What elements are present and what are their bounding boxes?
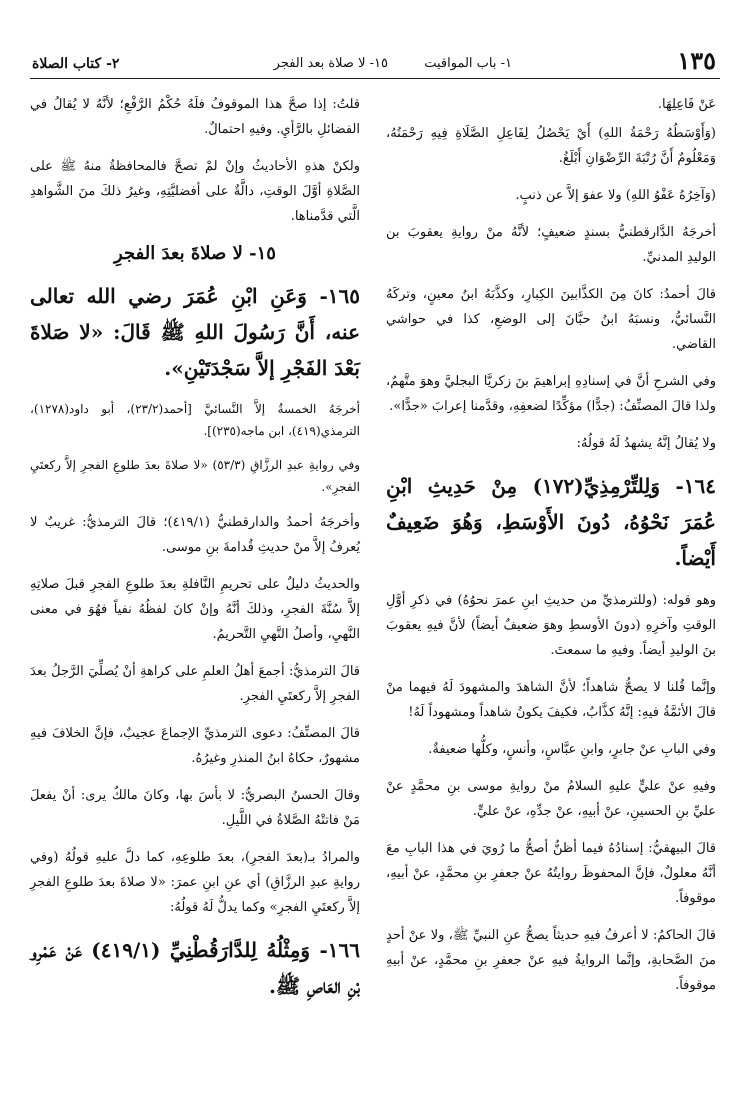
paragraph: وفيهِ عنْ عليٍّ عليهِ السلامُ منْ روايةِ موسى بنِ محمَّدٍ عنْ عليِّ بنِ الحسينِ، عنْ أبيهِ، عنْ جدِّهِ، عنْ عليٍّ.: [386, 779, 716, 819]
chapter-title: ١- باب المواقيت: [424, 56, 512, 71]
book-title: ٢- كتاب الصلاة: [32, 56, 120, 72]
page-header: [30, 44, 720, 79]
paragraph: وإنَّما قُلنا لا يصحُّ شاهداً؛ لأنَّ الشاهدَ والمشهودَ لَهُ فيهما منْ قالَ الأئمَّةُ فيهِ: إنَّهُ كذَّابٌ، فكيفَ يكونُ شاهداً ومشهوداً لَهُ!: [386, 680, 716, 720]
paragraph: وأخرجَهُ أحمدُ والدارقطنيُّ (٤١٩/١)؛ قالَ الترمذيُّ: غريبٌ لا يُعرفُ إلاَّ منْ حديثِ قُدامةَ بنِ موسى.: [30, 515, 361, 555]
paragraph: ولا يُقالُ إنَّهُ يشهدُ لَهُ قولُهُ:: [576, 436, 716, 451]
paragraph: (وَأَوْسَطُهُ رَحْمَةُ اللهِ) أَيْ يَحْصُلُ لِفَاعِلِ الصَّلَاةِ فِيهِ رَحْمَتُهُ، وَمَعْلُومٌ أَنَّ رُتْبَةَ الرِّضْوَانِ أَبْلَغُ.: [386, 126, 716, 166]
paragraph: قالَ المصنِّفُ: دعوى الترمذيِّ الإجماعَ عجيبٌ، فإنَّ الخلافَ فيهِ مشهورٌ، حكاهُ ابنُ المنذرِ وغيرُهُ.: [30, 726, 360, 766]
paragraph: قالَ البيهقيُّ: إسنادُهُ فيما أظنُّ أصحُّ ما رُويَ في هذا البابِ معَ أنَّهُ معلولٌ، فإنَّ المحفوظَ روايتُهُ عنْ جعفرِ بنِ محمَّدٍ، عنْ أبيهِ، موقوفاً.: [386, 841, 716, 906]
hadith-text: ١٦٥- وَعَنِ ابْنِ عُمَرَ رضي الله تعالى عنه، أَنَّ رَسُولَ اللهِ ﷺ قَالَ: «لا صَلاةَ بَعْدَ الفَجْرِ إلاَّ سَجْدَتَيْنِ».: [30, 284, 360, 380]
paragraph: قالَ الحاكمُ: لا أعرفُ فيهِ حديثاً يصحُّ عنِ النبيِّ ﷺ، ولا عنْ أحدٍ منَ الصَّحابةِ، وإنَّما الروايةُ فيهِ عنْ جعفرِ بنِ محمَّدٍ، عنْ أبيهِ موقوفاً.: [386, 928, 716, 993]
paragraph: وقالَ الحسنُ البصريُّ: لا بأسَ بها، وكانَ مالكٌ يرى: أنْ يفعلَ مَنْ فاتتْهُ الصَّلاةُ في اللَّيلِ.: [30, 788, 360, 828]
hadith-text: ١٦٦- وَمِثْلُهُ لِلدَّارَقُطْنِيِّ (٤١٩/١) عَنْ عَمْرِو بْنِ العَاصِ ﷺ.: [30, 938, 360, 998]
footnote-text: أخرجَهُ الخمسةُ إلاَّ النَّسائيَّ [أحمد(٢٣/٢)، أبو داود(١٢٧٨)، الترمذي(٤١٩)، ابن ماجه(٢٣٥)].: [30, 402, 360, 438]
page-number: ١٣٥: [677, 46, 716, 75]
paragraph: وهو قوله: (وللترمذيِّ من حديثِ ابنِ عمرَ نحوُهُ) في ذكرِ أوَّلِ الوقتِ وآخرِهِ (دونَ الأوسطِ وهوَ ضعيفٌ أيضاً) لأنَّ فيهِ يعقوبَ بنَ الوليدِ أيضاً. وفيهِ ما سمعتَ.: [386, 593, 716, 658]
paragraph: قلتُ: إذا صحَّ هذا الموقوفُ فلَهُ حُكْمُ الرَّفْعِ؛ لأنَّهُ لا يُقالُ في الفضائلِ بالرَّأيِ. وفيهِ احتمالٌ.: [30, 97, 360, 137]
paragraph: والمرادُ بـ(بعدَ الفجرِ)، بعدَ طلوعِهِ، كما دلَّ عليهِ قولُهُ (وفي روايةِ عبدِ الرزَّاقِ) أي عنِ ابنِ عمرَ: «لا صلاةَ بعدَ طلوعِ الفجرِ إلاَّ ركعتَيِ الفجرِ» وكما يدلُّ لَهُ قولُهُ:: [30, 850, 360, 915]
section-title-header: ١٥- لا صلاة بعد الفجر: [273, 56, 388, 71]
left-column: [30, 92, 360, 1016]
paragraph: (وَآخِرُهُ عَفْوُ اللهِ) ولا عفوَ إلاَّ عن ذنبٍ.: [515, 188, 716, 203]
footnote-text: وفي روايةِ عبدِ الرزَّاقِ (٥٣/٣) «لا صلاةَ بعدَ طلوعِ الفجرِ إلاَّ ركعتَيِ الفجرِ».: [30, 458, 360, 494]
paragraph: والحديثُ دليلٌ على تحريمِ النَّافلةِ بعدَ طلوعِ الفجرِ قبلَ صلاتِهِ إلاَّ سُنَّةَ الفجرِ، وذلكَ أنَّهُ وإنْ كانَ لفظُهُ نفياً فهُوَ في معنى النَّهيِ، وأصلُ النَّهيِ التَّحريمُ.: [30, 577, 360, 642]
paragraph: قالَ الترمذيُّ: أجمعَ أهلُ العلمِ على كراهةِ أنْ يُصلِّيَ الرَّجلُ بعدَ الفجرِ إلاَّ ركعتَيِ الفجرِ.: [30, 664, 360, 704]
right-column: [386, 92, 716, 1010]
paragraph: وفي البابِ عنْ جابرٍ، وابنِ عبَّاسٍ، وأنسٍ، وكلُّها ضعيفةٌ.: [428, 742, 716, 757]
paragraph: وفي الشرحِ أنَّ في إسنادِهِ إبراهيمَ بنَ زكريَّا البجليَّ وهوَ متَّهمٌ، ولذا قالَ المصنِّفُ: (جدًّا) مؤكِّدًا لضعفِهِ، وقدَّمنا إعرابَ «جدًّا».: [386, 374, 716, 414]
paragraph: أخرجَهُ الدَّارقطنيُّ بسندٍ ضعيفٍ؛ لأنَّهُ منْ روايةِ يعقوبَ بن الوليدِ المدنيِّ.: [386, 225, 716, 265]
paragraph: ولكنْ هذهِ الأحاديثُ وإنْ لمْ تصحَّ فالمحافظةُ منهُ ﷺ على الصَّلاةِ أوَّلَ الوقتِ، دالَّةٌ على أفضليَّتِهِ، وغيرُ ذلكَ منَ الشَّواهدِ الَّتي قدَّمناها.: [30, 159, 360, 224]
paragraph: قالَ أحمدُ: كانَ مِنَ الكذَّابينَ الكِبارِ، وكذَّبَهُ ابنُ معينٍ، وتركَهُ النَّسائيُّ، ونسبَهُ ابنُ حبَّانَ إلى الوضعِ، كذا في حواشي القاضي.: [386, 287, 716, 352]
section-heading: ١٥- لا صلاةَ بعدَ الفجرِ: [114, 243, 276, 264]
hadith-text: ١٦٤- وَلِلتِّرْمِذِيِّ(١٧٢) مِنْ حَدِيثِ ابْنِ عُمَرَ نَحْوُهُ، دُونَ الأَوْسَطِ، وَهُوَ ضَعِيفٌ أَيْضاً.: [386, 474, 716, 570]
paragraph: عَنْ فَاعِلِهَا.: [657, 97, 716, 112]
